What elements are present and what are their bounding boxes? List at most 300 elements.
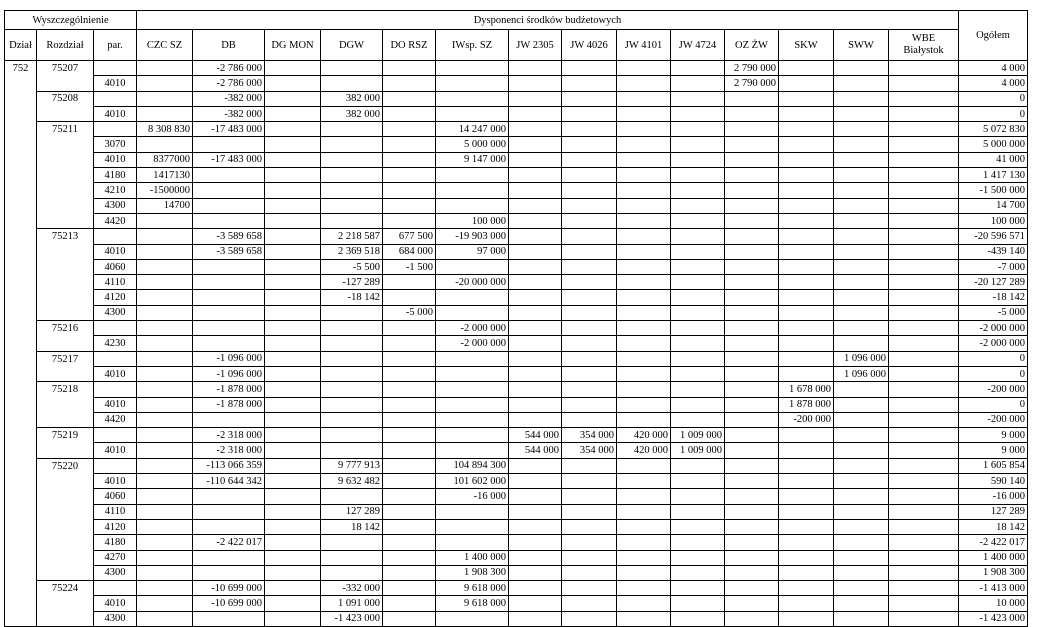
cell-par: 4010 (94, 443, 137, 458)
cell-value (509, 366, 562, 381)
cell-value (436, 412, 509, 427)
cell-value (265, 611, 321, 626)
cell-par: 4300 (94, 565, 137, 580)
cell-value (436, 519, 509, 534)
cell-value (383, 565, 436, 580)
cell-value (562, 321, 617, 336)
cell-value (321, 321, 383, 336)
cell-dzial (5, 168, 37, 183)
cell-value: -110 644 342 (193, 474, 265, 489)
cell-value (725, 382, 779, 397)
cell-value (617, 106, 671, 121)
cell-value (834, 198, 889, 213)
table-row (5, 550, 1028, 565)
cell-value (265, 443, 321, 458)
cell-value (562, 305, 617, 320)
cell-value (834, 474, 889, 489)
cell-par (94, 122, 137, 137)
cell-rozdzial (37, 106, 94, 121)
cell-value (671, 183, 725, 198)
cell-total: 5 072 830 (959, 122, 1028, 137)
cell-value (834, 458, 889, 473)
cell-value (562, 504, 617, 519)
cell-value (509, 198, 562, 213)
cell-value (562, 474, 617, 489)
cell-value (321, 382, 383, 397)
table-row (5, 565, 1028, 580)
cell-value (671, 581, 725, 596)
cell-value (383, 61, 436, 76)
cell-value (671, 321, 725, 336)
cell-value (321, 61, 383, 76)
cell-value: -10 699 000 (193, 596, 265, 611)
table-row (5, 152, 1028, 167)
cell-dzial (5, 76, 37, 91)
table-row (5, 168, 1028, 183)
cell-value (889, 198, 959, 213)
cell-value (779, 244, 834, 259)
cell-dzial (5, 412, 37, 427)
cell-value (617, 565, 671, 580)
cell-value: -2 422 017 (193, 535, 265, 550)
cell-value: 14 247 000 (436, 122, 509, 137)
cell-value (617, 489, 671, 504)
cell-value: -1 096 000 (193, 351, 265, 366)
cell-value (265, 474, 321, 489)
cell-par: 4110 (94, 504, 137, 519)
cell-par: 4120 (94, 519, 137, 534)
cell-value (725, 137, 779, 152)
cell-value (779, 137, 834, 152)
cell-value (383, 168, 436, 183)
cell-value (671, 198, 725, 213)
cell-value (671, 290, 725, 305)
cell-value (509, 305, 562, 320)
cell-value: 101 602 000 (436, 474, 509, 489)
cell-value (889, 611, 959, 626)
cell-dzial (5, 259, 37, 274)
table-row (5, 137, 1028, 152)
cell-value (265, 244, 321, 259)
cell-rozdzial (37, 504, 94, 519)
cell-value: -1 878 000 (193, 382, 265, 397)
cell-value (562, 229, 617, 244)
cell-dzial (5, 565, 37, 580)
cell-value (436, 382, 509, 397)
cell-value (889, 581, 959, 596)
cell-value (383, 351, 436, 366)
cell-value (509, 137, 562, 152)
cell-value (383, 397, 436, 412)
cell-value (436, 198, 509, 213)
cell-value (834, 168, 889, 183)
cell-rozdzial: 75216 (37, 321, 94, 336)
cell-value (671, 137, 725, 152)
cell-value (725, 321, 779, 336)
cell-value (725, 336, 779, 351)
cell-value (889, 106, 959, 121)
cell-value (834, 229, 889, 244)
cell-value (436, 106, 509, 121)
cell-value (834, 535, 889, 550)
table-row (5, 611, 1028, 626)
cell-total: -2 000 000 (959, 336, 1028, 351)
cell-value (725, 611, 779, 626)
cell-value (671, 489, 725, 504)
cell-dzial (5, 275, 37, 290)
cell-value (193, 290, 265, 305)
cell-value (889, 305, 959, 320)
cell-value (509, 596, 562, 611)
cell-value (193, 305, 265, 320)
cell-value (779, 336, 834, 351)
cell-value (617, 275, 671, 290)
cell-value (321, 565, 383, 580)
table-row (5, 428, 1028, 443)
cell-dzial (5, 443, 37, 458)
cell-value (265, 366, 321, 381)
cell-value (265, 229, 321, 244)
cell-value (137, 611, 193, 626)
cell-value (671, 168, 725, 183)
cell-par: 4010 (94, 106, 137, 121)
cell-total: 4 000 (959, 61, 1028, 76)
cell-value (779, 581, 834, 596)
cell-value (562, 259, 617, 274)
cell-value (834, 581, 889, 596)
cell-value: 1 009 000 (671, 428, 725, 443)
cell-par: 4010 (94, 244, 137, 259)
cell-value: -113 066 359 (193, 458, 265, 473)
cell-value (265, 290, 321, 305)
cell-value (137, 305, 193, 320)
cell-value: -17 483 000 (193, 122, 265, 137)
table-row (5, 259, 1028, 274)
cell-value (383, 596, 436, 611)
cell-total: -7 000 (959, 259, 1028, 274)
cell-dzial (5, 489, 37, 504)
cell-value (383, 290, 436, 305)
cell-par (94, 321, 137, 336)
cell-value (725, 91, 779, 106)
cell-rozdzial (37, 244, 94, 259)
cell-value (617, 474, 671, 489)
cell-total: -439 140 (959, 244, 1028, 259)
cell-value (509, 351, 562, 366)
table-body (5, 61, 1028, 627)
cell-value (834, 137, 889, 152)
cell-value (617, 550, 671, 565)
cell-rozdzial (37, 213, 94, 228)
cell-value (321, 351, 383, 366)
cell-value (436, 76, 509, 91)
cell-value (321, 305, 383, 320)
cell-value (509, 244, 562, 259)
cell-value (562, 581, 617, 596)
cell-value (889, 183, 959, 198)
cell-value (562, 198, 617, 213)
header-wyszczegolnienie: Wyszczególnienie (5, 11, 137, 30)
cell-par: 4120 (94, 290, 137, 305)
table-row (5, 489, 1028, 504)
cell-value (617, 336, 671, 351)
cell-par: 4010 (94, 76, 137, 91)
cell-value (562, 76, 617, 91)
cell-value (617, 122, 671, 137)
table-row (5, 474, 1028, 489)
cell-value (509, 397, 562, 412)
cell-value (562, 351, 617, 366)
cell-value (383, 152, 436, 167)
cell-value (834, 183, 889, 198)
cell-value (671, 397, 725, 412)
cell-value: 2 790 000 (725, 76, 779, 91)
cell-value (321, 198, 383, 213)
table-row (5, 76, 1028, 91)
cell-value (265, 183, 321, 198)
cell-total: 14 700 (959, 198, 1028, 213)
cell-value (671, 596, 725, 611)
cell-value (889, 229, 959, 244)
cell-dzial (5, 611, 37, 626)
cell-value (383, 458, 436, 473)
cell-value (562, 489, 617, 504)
cell-value (265, 428, 321, 443)
cell-value: 1417130 (137, 168, 193, 183)
cell-rozdzial (37, 489, 94, 504)
cell-value (779, 428, 834, 443)
cell-par (94, 581, 137, 596)
cell-value (562, 137, 617, 152)
cell-value (436, 397, 509, 412)
cell-total: 9 000 (959, 443, 1028, 458)
cell-value (265, 275, 321, 290)
cell-total: 1 400 000 (959, 550, 1028, 565)
cell-total: -1 500 000 (959, 183, 1028, 198)
cell-rozdzial: 75217 (37, 351, 94, 366)
cell-value: -18 142 (321, 290, 383, 305)
cell-dzial (5, 152, 37, 167)
cell-total: -2 422 017 (959, 535, 1028, 550)
cell-value (137, 91, 193, 106)
cell-value (509, 535, 562, 550)
cell-value (383, 382, 436, 397)
cell-dzial (5, 183, 37, 198)
cell-value (834, 106, 889, 121)
cell-rozdzial (37, 137, 94, 152)
cell-value (889, 290, 959, 305)
table-row (5, 366, 1028, 381)
cell-dzial (5, 122, 37, 137)
header-czc-sz: CZC SZ (137, 30, 193, 61)
cell-value (889, 351, 959, 366)
cell-par (94, 428, 137, 443)
cell-value (779, 168, 834, 183)
table-row (5, 581, 1028, 596)
cell-value (834, 611, 889, 626)
cell-value (779, 565, 834, 580)
cell-rozdzial (37, 275, 94, 290)
cell-value (562, 535, 617, 550)
table-row (5, 290, 1028, 305)
cell-value (137, 259, 193, 274)
cell-value (321, 412, 383, 427)
cell-value (436, 504, 509, 519)
cell-value: 1 400 000 (436, 550, 509, 565)
cell-par: 4060 (94, 489, 137, 504)
table-row (5, 106, 1028, 121)
cell-value (779, 91, 834, 106)
cell-value (193, 565, 265, 580)
cell-value (779, 596, 834, 611)
header-rozdzial: Rozdział (37, 30, 94, 61)
cell-par: 4210 (94, 183, 137, 198)
cell-value (383, 137, 436, 152)
cell-value: -10 699 000 (193, 581, 265, 596)
cell-par (94, 229, 137, 244)
cell-rozdzial (37, 305, 94, 320)
header-skw: SKW (779, 30, 834, 61)
cell-value (725, 458, 779, 473)
cell-value: 677 500 (383, 229, 436, 244)
cell-value (137, 489, 193, 504)
cell-value (265, 122, 321, 137)
header-ogolem: Ogółem (959, 11, 1028, 61)
cell-value (193, 275, 265, 290)
cell-value (265, 305, 321, 320)
cell-value (562, 61, 617, 76)
cell-value (321, 550, 383, 565)
cell-value (321, 489, 383, 504)
cell-total: -200 000 (959, 412, 1028, 427)
cell-value (834, 244, 889, 259)
cell-dzial: 752 (5, 61, 37, 76)
cell-value (383, 489, 436, 504)
cell-value (779, 443, 834, 458)
cell-total: -16 000 (959, 489, 1028, 504)
cell-value (137, 550, 193, 565)
cell-value (671, 458, 725, 473)
cell-value (779, 351, 834, 366)
cell-value (562, 336, 617, 351)
cell-dzial (5, 351, 37, 366)
cell-value (725, 106, 779, 121)
cell-value: -3 589 658 (193, 244, 265, 259)
cell-rozdzial (37, 366, 94, 381)
cell-value (383, 76, 436, 91)
cell-value (779, 106, 834, 121)
cell-value (779, 259, 834, 274)
cell-value (509, 382, 562, 397)
cell-value (137, 458, 193, 473)
header-sww: SWW (834, 30, 889, 61)
cell-par: 4010 (94, 366, 137, 381)
cell-value (562, 275, 617, 290)
header-oz-zw: OZ ŻW (725, 30, 779, 61)
cell-dzial (5, 213, 37, 228)
cell-value (725, 474, 779, 489)
cell-value: -5 000 (383, 305, 436, 320)
cell-value (671, 412, 725, 427)
cell-value (725, 198, 779, 213)
cell-value (436, 351, 509, 366)
table-row (5, 213, 1028, 228)
cell-value (436, 259, 509, 274)
cell-value (725, 443, 779, 458)
cell-value (617, 611, 671, 626)
cell-value (671, 61, 725, 76)
cell-value (725, 183, 779, 198)
cell-par: 4010 (94, 152, 137, 167)
cell-dzial (5, 290, 37, 305)
cell-value: -1 096 000 (193, 366, 265, 381)
cell-value (436, 91, 509, 106)
cell-value (617, 244, 671, 259)
cell-value (137, 565, 193, 580)
cell-value (265, 76, 321, 91)
table-row (5, 198, 1028, 213)
cell-value (725, 489, 779, 504)
cell-value (617, 351, 671, 366)
cell-par: 4010 (94, 474, 137, 489)
cell-value (779, 122, 834, 137)
cell-value (509, 152, 562, 167)
cell-value (193, 213, 265, 228)
cell-value (383, 198, 436, 213)
cell-dzial (5, 596, 37, 611)
cell-value (509, 336, 562, 351)
cell-dzial (5, 382, 37, 397)
cell-total: 0 (959, 91, 1028, 106)
cell-total: 127 289 (959, 504, 1028, 519)
cell-value (725, 244, 779, 259)
cell-value (889, 152, 959, 167)
cell-par: 4180 (94, 535, 137, 550)
cell-value: 544 000 (509, 428, 562, 443)
cell-value (725, 412, 779, 427)
cell-value (193, 198, 265, 213)
cell-value (779, 275, 834, 290)
cell-value: 1 908 300 (436, 565, 509, 580)
cell-par: 4300 (94, 198, 137, 213)
cell-value (193, 504, 265, 519)
table-row (5, 397, 1028, 412)
cell-value (321, 152, 383, 167)
cell-value (383, 213, 436, 228)
cell-value (193, 611, 265, 626)
cell-value (383, 519, 436, 534)
cell-value: -1500000 (137, 183, 193, 198)
cell-total: 590 140 (959, 474, 1028, 489)
cell-value (779, 229, 834, 244)
cell-rozdzial: 75224 (37, 581, 94, 596)
cell-value (725, 550, 779, 565)
cell-value (137, 474, 193, 489)
table-row (5, 504, 1028, 519)
cell-value (617, 366, 671, 381)
table-row (5, 351, 1028, 366)
cell-value (889, 397, 959, 412)
cell-value (265, 137, 321, 152)
cell-value (265, 106, 321, 121)
cell-value (834, 489, 889, 504)
cell-value (834, 412, 889, 427)
cell-value: 1 096 000 (834, 351, 889, 366)
cell-value (383, 183, 436, 198)
header-iwsp-sz: IWsp. SZ (436, 30, 509, 61)
cell-value (265, 397, 321, 412)
cell-value (321, 397, 383, 412)
